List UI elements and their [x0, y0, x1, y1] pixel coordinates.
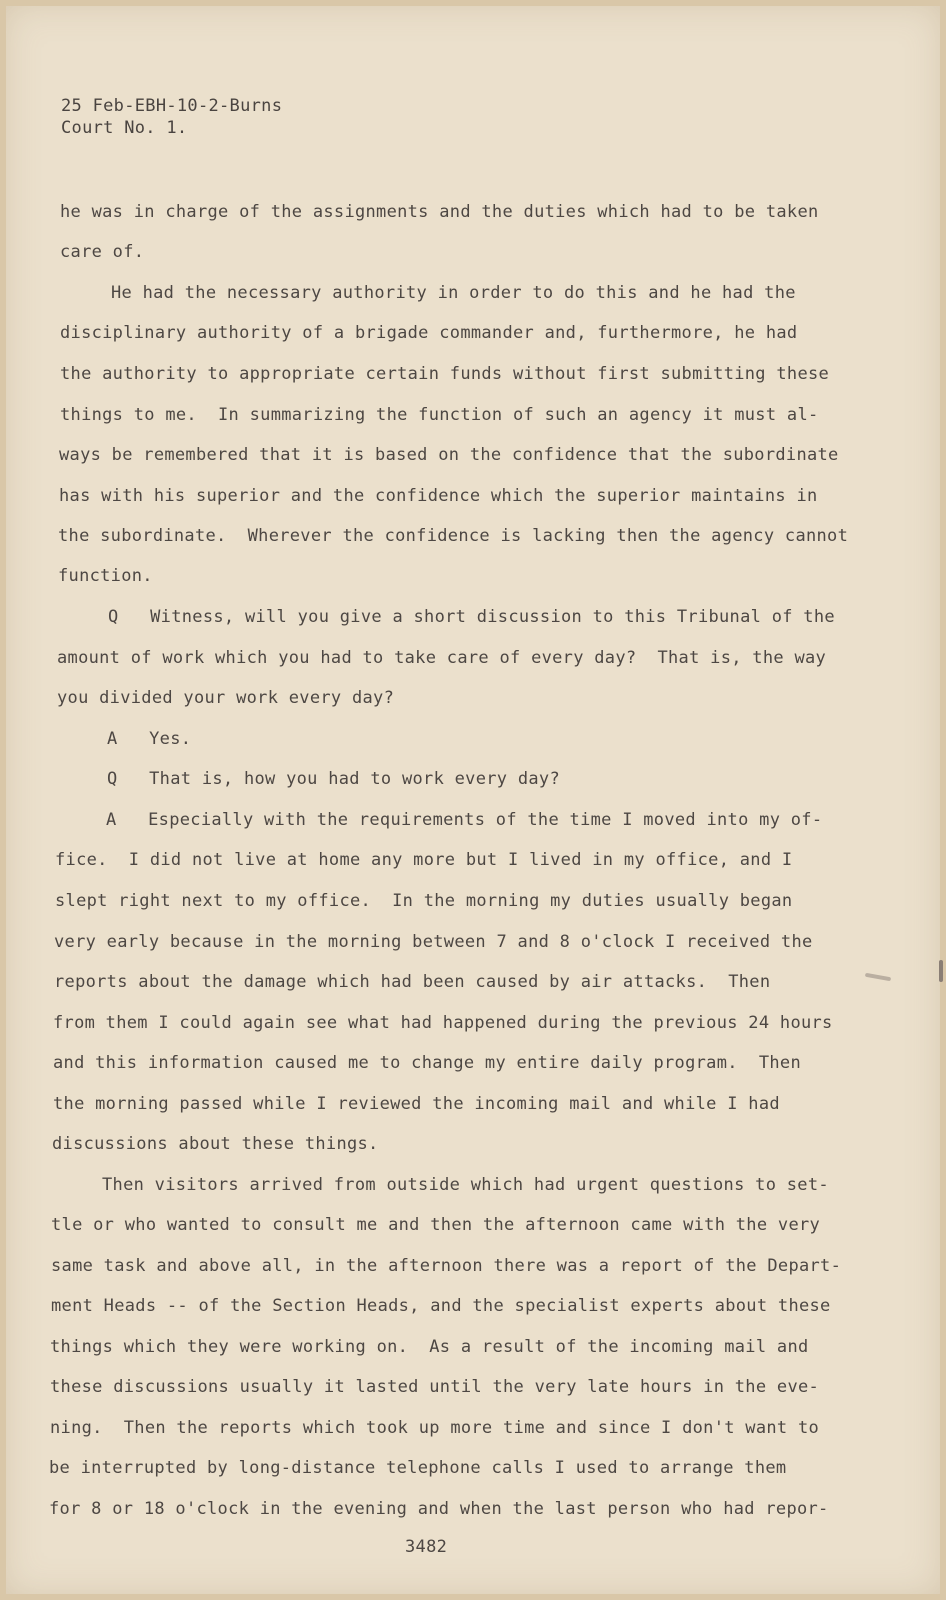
body-line: has with his superior and the confidence which the superior maintains in — [59, 486, 818, 506]
body-line: function. — [58, 566, 153, 586]
body-line: care of. — [60, 242, 145, 262]
edge-mark — [939, 960, 943, 982]
body-line: the authority to appropriate certain funds without first submitting these — [60, 364, 830, 384]
page-number: 3482 — [405, 1537, 448, 1557]
body-line: you divided your work every day? — [57, 688, 395, 708]
body-line: reports about the damage which had been caused by air attacks. Then — [54, 972, 771, 992]
body-line: slept right next to my office. In the morning my duties usually began — [55, 891, 793, 911]
body-line: and this information caused me to change my entire daily program. Then — [53, 1053, 801, 1073]
body-line: A Especially with the requirements of the time I moved into my of- — [106, 810, 823, 830]
body-line: be interrupted by long-distance telephone calls I used to arrange them — [49, 1458, 787, 1478]
body-line: He had the necessary authority in order to do this and he had the — [111, 283, 796, 303]
pencil-stroke — [865, 973, 891, 981]
body-line: from them I could again see what had happened during the previous 24 hours — [53, 1013, 833, 1033]
body-line: ment Heads -- of the Section Heads, and the specialist experts about these — [51, 1296, 831, 1316]
body-line: Then visitors arrived from outside which had urgent questions to set- — [102, 1175, 829, 1195]
header-court: Court No. 1. — [61, 118, 188, 138]
body-line: discussions about these things. — [52, 1134, 379, 1154]
body-line: the morning passed while I reviewed the incoming mail and while I had — [53, 1094, 780, 1114]
body-line: Q Witness, will you give a short discussion to this Tribunal of the — [108, 607, 835, 627]
body-line: he was in charge of the assignments and the duties which had to be taken — [60, 202, 819, 222]
header-reference: 25 Feb-EBH-10-2-Burns — [61, 96, 283, 116]
body-line: these discussions usually it lasted until the very late hours in the eve- — [50, 1377, 820, 1397]
body-line: things to me. In summarizing the function of such an agency it must al- — [60, 405, 819, 425]
body-line: Q That is, how you had to work every day? — [107, 769, 560, 789]
body-line: very early because in the morning between 7 and 8 o'clock I received the — [54, 932, 813, 952]
body-line: ways be remembered that it is based on the confidence that the subordinate — [59, 445, 839, 465]
body-line: disciplinary authority of a brigade commander and, furthermore, he had — [60, 323, 798, 343]
body-line: fice. I did not live at home any more but I lived in my office, and I — [55, 850, 793, 870]
body-line: amount of work which you had to take care of every day? That is, the way — [57, 648, 827, 668]
body-line: tle or who wanted to consult me and then the afternoon came with the very — [51, 1215, 821, 1235]
body-line: A Yes. — [107, 729, 192, 749]
body-line: for 8 or 18 o'clock in the evening and when the last person who had repor- — [49, 1499, 829, 1519]
body-line: the subordinate. Wherever the confidence is lacking then the agency cannot — [58, 526, 849, 546]
body-line: ning. Then the reports which took up more time and since I don't want to — [50, 1418, 820, 1438]
body-line: things which they were working on. As a result of the incoming mail and — [50, 1337, 809, 1357]
body-line: same task and above all, in the afternoon there was a report of the Depart- — [51, 1256, 842, 1276]
